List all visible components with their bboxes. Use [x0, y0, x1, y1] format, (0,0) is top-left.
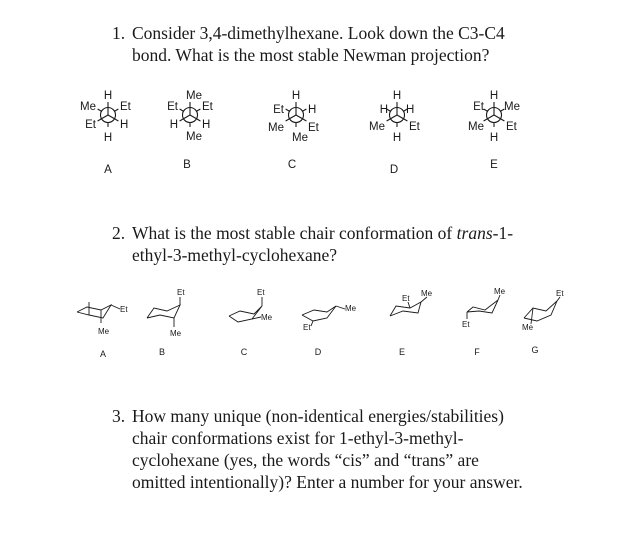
chair-b-sub2: Me: [170, 329, 182, 338]
chair-option-g[interactable]: [524, 297, 560, 324]
newman-e-top: H: [489, 90, 499, 102]
newman-a-bottom: H: [103, 132, 113, 144]
chair-option-f[interactable]: [467, 295, 500, 319]
newman-d-upper-right: H: [406, 104, 415, 116]
question-1-number: 1.: [112, 23, 126, 43]
chair-f-sub2: Et: [462, 320, 470, 329]
newman-b-upper-left: Et: [167, 101, 178, 113]
newman-c-letter: C: [287, 159, 297, 171]
newman-c-upper-right: H: [308, 104, 317, 116]
newman-e-upper-left: Et: [473, 101, 484, 113]
newman-e-bottom: H: [489, 132, 499, 144]
newman-a-lower-left: Et: [85, 119, 96, 131]
newman-option-a[interactable]: [80, 90, 132, 176]
newman-a-top: H: [103, 90, 113, 102]
question-2-number: 2.: [112, 223, 126, 243]
chair-c-sub2: Me: [261, 313, 273, 322]
newman-c-lower-right: Et: [308, 122, 319, 134]
chair-c-letter: C: [240, 347, 248, 357]
chair-e-sub2: Et: [402, 294, 410, 303]
chair-d-letter: D: [314, 347, 322, 357]
newman-d-lower-left: Me: [369, 121, 385, 133]
chair-e-letter: E: [398, 347, 406, 357]
newman-e-lower-left: Me: [468, 121, 484, 133]
newman-a-upper-right: Et: [120, 101, 131, 113]
chair-option-b[interactable]: [147, 297, 180, 327]
newman-c-bottom: Me: [292, 132, 308, 144]
newman-a-letter: A: [104, 164, 112, 176]
newman-b-bottom: Me: [186, 131, 202, 143]
newman-d-upper-left: H: [379, 104, 388, 116]
question-3-line-3: cyclohexane (yes, the words “cis” and “trans” are: [132, 450, 479, 470]
chair-a-sub2: Me: [98, 327, 110, 336]
chair-b-letter: B: [158, 347, 166, 357]
newman-c-upper-left: Et: [273, 104, 284, 116]
question-3-number: 3.: [112, 406, 126, 426]
chair-e-sub1: Me: [421, 289, 433, 298]
question-3-line-1: How many unique (non-identical energies/stabilities): [132, 406, 504, 426]
chair-a-sub1: Et: [120, 305, 128, 314]
question-3-line-4: omitted intentionally)? Enter a number for your answer.: [132, 472, 523, 492]
chair-c-sub1: Et: [257, 288, 265, 297]
newman-b-lower-right: H: [202, 119, 211, 131]
newman-b-lower-left: H: [169, 119, 178, 131]
chair-g-letter: G: [531, 345, 539, 355]
chair-f-letter: F: [474, 347, 480, 357]
newman-b-letter: B: [183, 159, 191, 171]
newman-d-top: H: [392, 90, 402, 102]
chair-d-sub2: Et: [303, 323, 311, 332]
newman-option-e[interactable]: [468, 90, 520, 171]
newman-d-lower-right: Et: [409, 121, 420, 133]
chair-g-sub2: Me: [522, 323, 534, 332]
chair-d-sub1: Me: [345, 304, 357, 313]
newman-option-b[interactable]: [167, 90, 214, 171]
newman-a-upper-left: Me: [80, 101, 96, 113]
question-1-line-1: Consider 3,4-dimethylhexane. Look down the C3-C4: [132, 23, 505, 43]
chair-g-sub1: Et: [556, 289, 564, 298]
newman-option-c[interactable]: [268, 90, 320, 171]
question-2-line-2: ethyl-3-methyl-cyclohexane?: [132, 245, 338, 265]
question-1-line-2: bond. What is the most stable Newman projection?: [132, 45, 490, 65]
chair-labels: [98, 287, 564, 359]
chair-b-sub1: Et: [177, 288, 185, 297]
question-2-line-1: What is the most stable chair conformation of trans-1-: [132, 223, 514, 243]
newman-b-top: Me: [186, 90, 202, 102]
chair-a-letter: A: [99, 349, 107, 359]
newman-option-d[interactable]: [369, 90, 421, 176]
question-3-line-2: chair conformations exist for 1-ethyl-3-methyl-: [132, 428, 464, 448]
newman-e-letter: E: [490, 159, 498, 171]
newman-e-lower-right: Et: [506, 121, 517, 133]
newman-e-upper-right: Me: [504, 101, 520, 113]
chair-option-a[interactable]: [77, 302, 120, 323]
newman-b-upper-right: Et: [202, 101, 213, 113]
newman-c-lower-left: Me: [268, 122, 284, 134]
newman-d-bottom: H: [392, 132, 402, 144]
chair-option-c[interactable]: [229, 297, 262, 322]
newman-d-letter: D: [389, 164, 399, 176]
chair-f-sub1: Me: [494, 287, 506, 296]
newman-a-lower-right: H: [120, 119, 129, 131]
newman-c-top: H: [291, 90, 301, 102]
